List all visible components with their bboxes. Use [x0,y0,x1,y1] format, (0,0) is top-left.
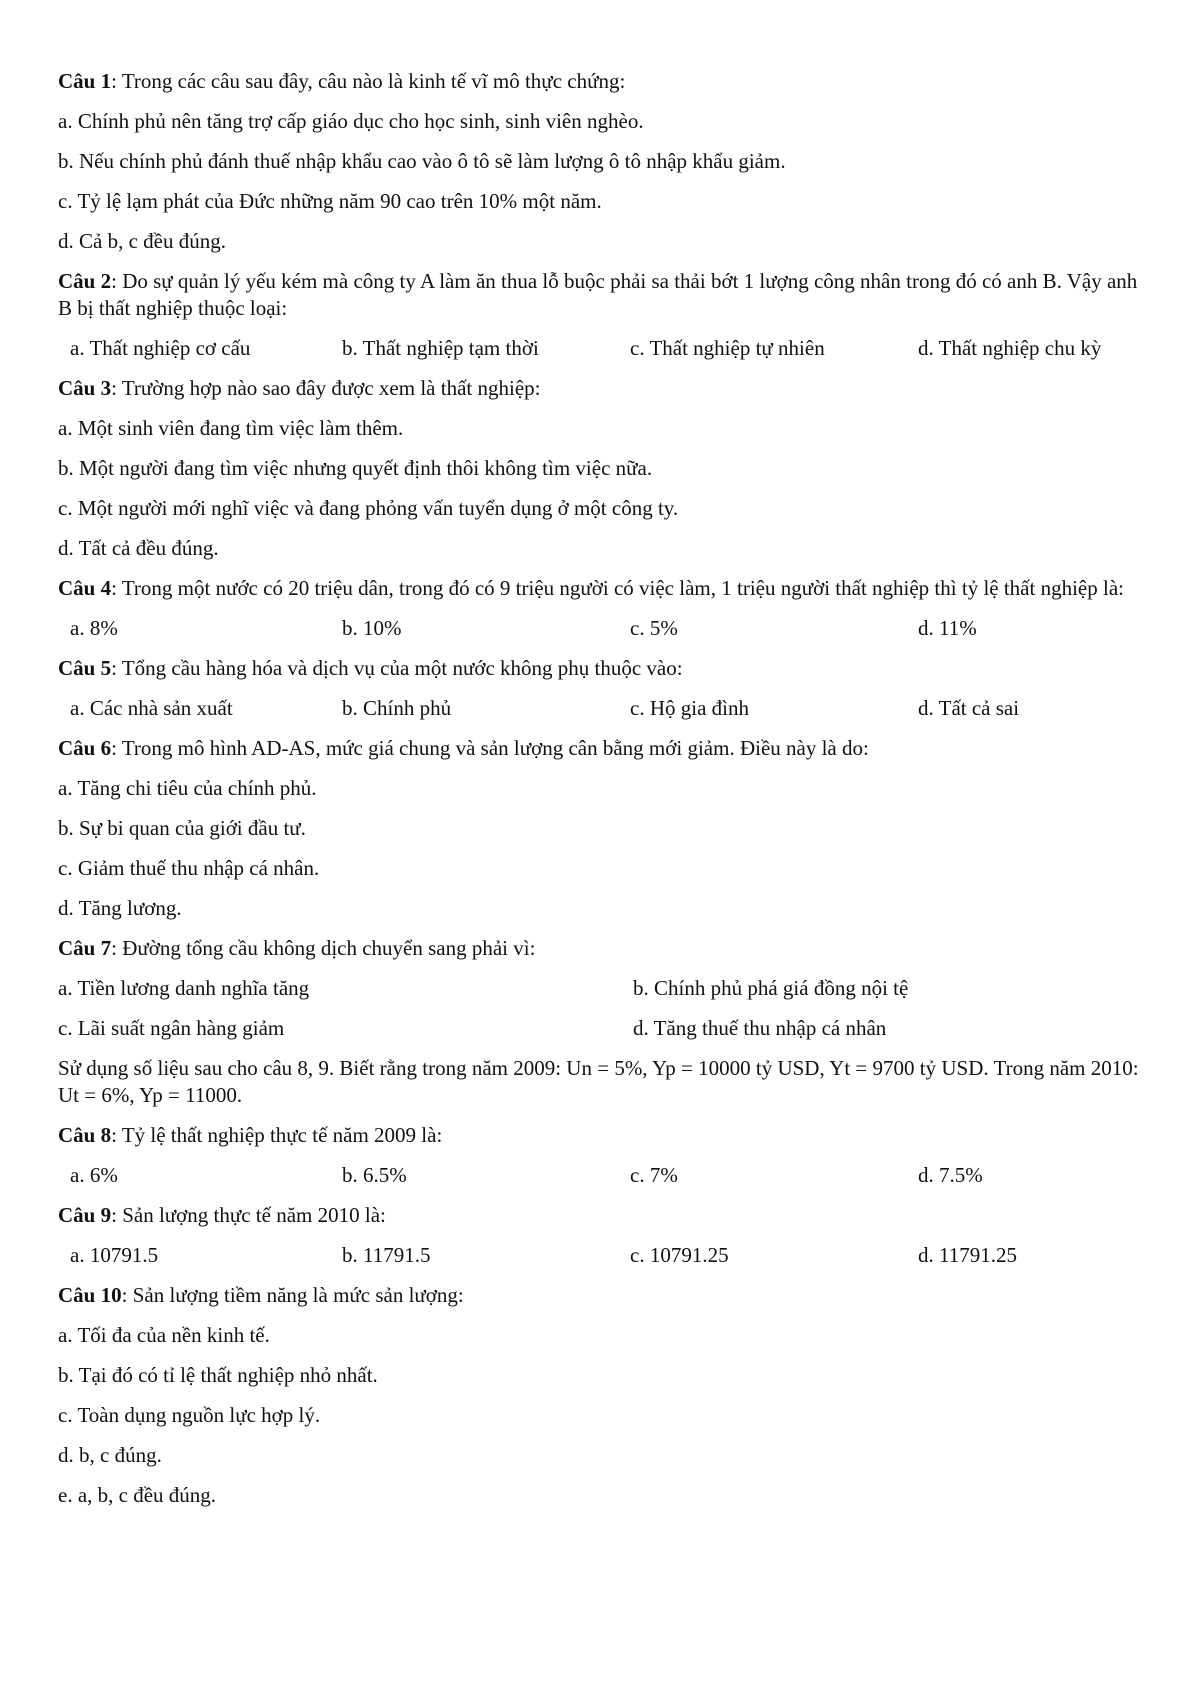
option: c. Một người mới nghĩ việc và đang phỏng vấn tuyển dụng ở một công ty. [58,496,679,520]
options-row [58,615,1148,642]
option: b. 6.5% [342,1163,407,1187]
question-10 [58,1282,1148,1309]
options-row [58,1015,1148,1042]
options-row [58,975,1148,1002]
question-label: Câu 7 [58,936,112,960]
option: d. Tăng lương. [58,896,182,920]
option: c. 5% [630,616,678,640]
question-2 [58,268,1148,322]
question-9 [58,1202,1148,1229]
question-text: : Đường tổng cầu không dịch chuyển sang phải vì: [111,936,536,960]
exam-page [58,68,1148,1522]
question-label: Câu 6 [58,736,112,760]
question-text: : Sản lượng tiềm năng là mức sản lượng: [121,1283,464,1307]
option: b. Nếu chính phủ đánh thuế nhập khẩu cao vào ô tô sẽ làm lượng ô tô nhập khẩu giảm. [58,149,786,173]
question-label: Câu 8 [58,1123,112,1147]
option: d. Tăng thuế thu nhập cá nhân [633,1016,887,1040]
question-label: Câu 1 [58,69,112,93]
options-row [58,695,1148,722]
question-text: : Trong mô hình AD-AS, mức giá chung và sản lượng cân bằng mới giảm. Điều này là do: [111,736,869,760]
option: c. Tỷ lệ lạm phát của Đức những năm 90 cao trên 10% một năm. [58,189,602,213]
question-3 [58,375,1148,402]
option: d. 7.5% [918,1163,983,1187]
question-label: Câu 3 [58,376,112,400]
option: c. 10791.25 [630,1243,729,1267]
option: a. 6% [70,1163,118,1187]
question-5 [58,655,1148,682]
question-1 [58,68,1148,95]
option: c. Thất nghiệp tự nhiên [630,336,825,360]
option: a. Các nhà sản xuất [70,696,233,720]
question-text: : Tỷ lệ thất nghiệp thực tế năm 2009 là: [111,1123,443,1147]
question-text: : Tổng cầu hàng hóa và dịch vụ của một nước không phụ thuộc vào: [111,656,683,680]
option: b. Chính phủ phá giá đồng nội tệ [633,976,909,1000]
option: d. 11% [918,616,977,640]
option: a. Thất nghiệp cơ cấu [70,336,251,360]
question-label: Câu 4 [58,576,112,600]
question-text: : Trong các câu sau đây, câu nào là kinh tế vĩ mô thực chứng: [111,69,626,93]
option: a. 10791.5 [70,1243,159,1267]
question-8 [58,1122,1148,1149]
question-6 [58,735,1148,762]
option: d. b, c đúng. [58,1443,162,1467]
data-note: Sử dụng số liệu sau cho câu 8, 9. Biết rằng trong năm 2009: Un = 5%, Yp = 10000 tỷ USD, Yt = 9700 tỷ USD. Trong năm 2010: Ut = 6%, Yp = 11000. [58,1056,1139,1107]
question-text: : Trường hợp nào sao đây được xem là thất nghiệp: [111,376,541,400]
option: d. Tất cả đều đúng. [58,536,219,560]
option: b. Thất nghiệp tạm thời [342,336,539,360]
question-label: Câu 10 [58,1283,122,1307]
option: c. Giảm thuế thu nhập cá nhân. [58,856,320,880]
option: d. Cả b, c đều đúng. [58,229,226,253]
question-label: Câu 2 [58,269,112,293]
option: a. Chính phủ nên tăng trợ cấp giáo dục cho học sinh, sinh viên nghèo. [58,109,644,133]
option: b. Một người đang tìm việc nhưng quyết định thôi không tìm việc nữa. [58,456,653,480]
option: b. 10% [342,616,402,640]
option: c. Lãi suất ngân hàng giảm [58,1016,285,1040]
option: b. 11791.5 [342,1243,431,1267]
option: d. 11791.25 [918,1243,1017,1267]
option: e. a, b, c đều đúng. [58,1483,217,1507]
option: a. Tối đa của nền kinh tế. [58,1323,270,1347]
option: d. Thất nghiệp chu kỳ [918,336,1102,360]
option: d. Tất cả sai [918,696,1020,720]
question-7 [58,935,1148,962]
options-row [58,335,1148,362]
option: c. 7% [630,1163,678,1187]
option: c. Hộ gia đình [630,696,749,720]
options-row [58,1162,1148,1189]
question-label: Câu 5 [58,656,112,680]
question-4 [58,575,1148,602]
question-label: Câu 9 [58,1203,112,1227]
option: a. 8% [70,616,118,640]
option: c. Toàn dụng nguồn lực hợp lý. [58,1403,321,1427]
option: a. Tiền lương danh nghĩa tăng [58,976,310,1000]
option: b. Sự bi quan của giới đầu tư. [58,816,306,840]
options-row [58,1242,1148,1269]
option: a. Tăng chi tiêu của chính phủ. [58,776,317,800]
option: b. Tại đó có tỉ lệ thất nghiệp nhỏ nhất. [58,1363,378,1387]
option: b. Chính phủ [342,696,452,720]
question-text: : Do sự quản lý yếu kém mà công ty A làm ăn thua lỗ buộc phải sa thải bớt 1 lượng công nhân trong đó có anh B. Vậy anh B bị thất nghiệp thuộc loại: [58,269,1138,320]
option: a. Một sinh viên đang tìm việc làm thêm. [58,416,404,440]
question-text: : Sản lượng thực tế năm 2010 là: [111,1203,386,1227]
question-text: : Trong một nước có 20 triệu dân, trong đó có 9 triệu người có việc làm, 1 triệu người thất nghiệp thì tỷ lệ thất nghiệp là: [111,576,1124,600]
